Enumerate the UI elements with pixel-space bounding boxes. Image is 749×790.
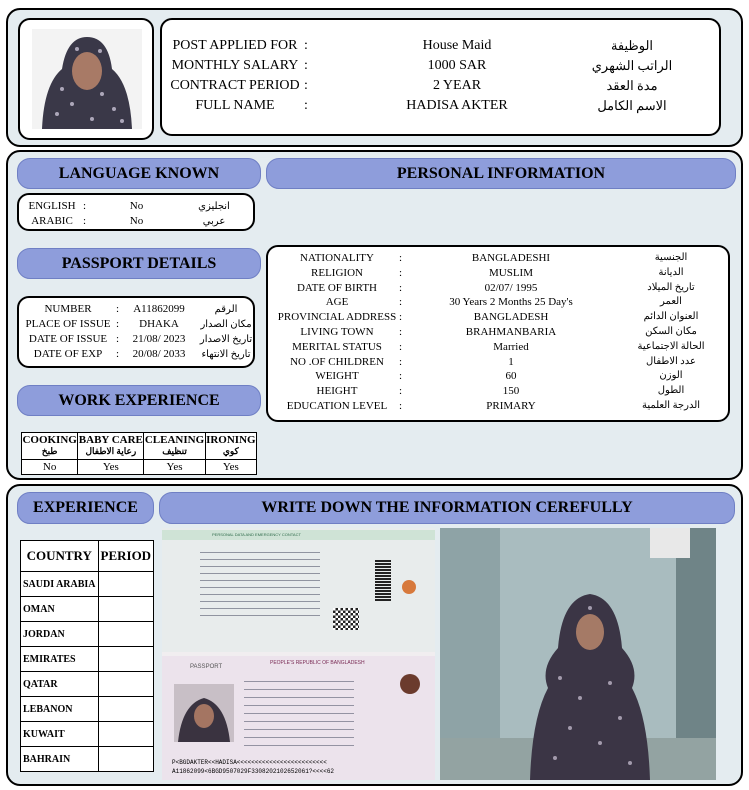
personal-arabic-label: عدد الاطفال: [646, 355, 696, 367]
personal-value: BRAHMANBARIA: [465, 326, 557, 338]
personal-label: LIVING TOWN: [300, 326, 374, 338]
header-separator: :: [304, 98, 308, 113]
country-row: [21, 647, 154, 672]
personal-arabic-label: الديانة: [658, 266, 684, 278]
personal-label: HEIGHT: [316, 385, 358, 398]
country-row: [21, 572, 154, 597]
experience-panel: [6, 484, 743, 786]
passport-label: DATE OF EXP: [33, 348, 103, 360]
country-name: OMAN: [21, 597, 99, 622]
work-skill-ar: كوي: [222, 446, 239, 456]
country-name: LEBANON: [21, 697, 99, 722]
language-arabic-label: انجليزي: [198, 201, 230, 212]
passport-label: NUMBER: [44, 303, 92, 315]
work-skill-en: COOKING: [22, 434, 77, 446]
work-skill-en: CLEANING: [144, 434, 205, 446]
passport-row: [19, 347, 253, 362]
passport-emblem-icon: [400, 674, 420, 694]
country-row: [21, 722, 154, 747]
personal-separator: :: [399, 385, 403, 398]
personal-row: [268, 399, 728, 414]
passport-arabic-label: تاريخ الاصدار: [199, 334, 253, 345]
personal-row: [268, 266, 728, 281]
work-skill-ar: طبخ: [41, 446, 58, 456]
country-period: [98, 697, 154, 722]
passport-header-strip: PERSONAL DATA AND EMERGENCY CONTACT: [162, 530, 435, 540]
header-label: POST APPLIED FOR: [172, 38, 298, 53]
work-skill-en: BABY CARE: [78, 434, 143, 446]
period-column-header: PERIOD: [98, 541, 154, 572]
header-arabic-label: مدة العقد: [606, 78, 658, 93]
passport-country-line: PEOPLE'S REPUBLIC OF BANGLADESH: [270, 660, 365, 666]
personal-separator: :: [399, 311, 403, 324]
passport-text-block: [200, 548, 320, 618]
header-value: 2 YEAR: [432, 78, 482, 93]
personal-arabic-label: العمر: [660, 296, 682, 308]
header-row: [162, 76, 719, 96]
work-skill-ar: تنظيف: [162, 446, 187, 456]
country-row: [21, 697, 154, 722]
personal-row: [268, 325, 728, 340]
personal-row: [268, 295, 728, 310]
passport-separator: :: [116, 318, 120, 330]
passport-value: DHAKA: [139, 318, 179, 330]
personal-separator: :: [399, 296, 403, 309]
personal-separator: :: [399, 326, 403, 338]
language-known-heading: LANGUAGE KNOWN: [17, 158, 261, 189]
personal-arabic-label: الطول: [657, 385, 685, 397]
language-label: ARABIC: [31, 215, 73, 227]
header-label: MONTHLY SALARY: [171, 58, 299, 73]
country-name: EMIRATES: [21, 647, 99, 672]
personal-label: RELIGION: [311, 266, 363, 279]
personal-label: WEIGHT: [315, 370, 359, 383]
header-value: 1000 SAR: [427, 58, 487, 73]
personal-value: Married: [493, 340, 529, 353]
experience-country-table: [20, 540, 154, 772]
language-row: [19, 199, 253, 214]
write-down-heading: WRITE DOWN THE INFORMATION CEREFULLY: [159, 492, 735, 524]
personal-label: EDUCATION LEVEL: [286, 400, 388, 412]
details-panel: [6, 150, 743, 480]
personal-separator: :: [399, 266, 403, 279]
work-skill-header: [22, 433, 78, 460]
work-skill-value: Yes: [78, 460, 144, 475]
personal-label: AGE: [325, 296, 349, 309]
barcode-icon: [375, 560, 391, 602]
country-row: [21, 622, 154, 647]
passport-bio-text: [244, 676, 354, 746]
personal-info-box: [266, 245, 730, 422]
personal-value: 30 Years 2 Months 25 Day's: [449, 296, 573, 309]
header-separator: :: [304, 58, 308, 73]
language-row: [19, 214, 253, 229]
country-name: KUWAIT: [21, 722, 99, 747]
passport-data-page: [162, 528, 435, 652]
passport-row: [19, 332, 253, 347]
passport-scan-image: [162, 528, 435, 780]
country-period: [98, 722, 154, 747]
passport-row: [19, 317, 253, 332]
personal-value: 150: [502, 385, 520, 398]
country-row: [21, 672, 154, 697]
work-skill-header: [205, 433, 256, 460]
passport-label: PLACE OF ISSUE: [25, 318, 111, 330]
personal-label: NATIONALITY: [300, 252, 374, 264]
country-name: QATAR: [21, 672, 99, 697]
passport-arabic-label: الرقم: [214, 304, 238, 315]
personal-row: [268, 369, 728, 384]
work-skill-header: [78, 433, 144, 460]
personal-arabic-label: الحالة الاجتماعية: [637, 340, 705, 352]
applicant-portrait-photo: [32, 29, 142, 129]
header-value: House Maid: [422, 38, 492, 53]
personal-label: MERITAL STATUS: [292, 340, 382, 353]
passport-box: [17, 296, 255, 368]
personal-separator: :: [399, 281, 403, 294]
header-row: [162, 56, 719, 76]
personal-arabic-label: تاريخ الميلاد: [647, 281, 695, 293]
header-row: [162, 36, 719, 56]
personal-value: PRIMARY: [486, 400, 536, 412]
work-skill-en: IRONING: [206, 434, 256, 446]
header-arabic-label: الاسم الكامل: [597, 98, 667, 113]
work-skill-header: [144, 433, 205, 460]
personal-row: [268, 281, 728, 296]
language-separator: :: [83, 215, 87, 227]
personal-row: [268, 384, 728, 399]
header-panel: [6, 8, 743, 147]
work-skill-value: No: [22, 460, 78, 475]
work-skill-value: Yes: [144, 460, 205, 475]
country-period: [98, 647, 154, 672]
personal-arabic-label: الدرجة العلمية: [641, 400, 701, 411]
personal-row: [268, 340, 728, 355]
language-value: No: [129, 200, 144, 212]
country-period: [98, 672, 154, 697]
language-arabic-label: عربي: [202, 216, 226, 227]
country-period: [98, 572, 154, 597]
language-separator: :: [83, 200, 87, 212]
work-experience-table: [21, 432, 257, 475]
personal-arabic-label: الوزن: [659, 370, 683, 382]
experience-heading: EXPERIENCE: [17, 492, 154, 524]
passport-arabic-label: مكان الصدار: [200, 319, 252, 330]
personal-information-heading: PERSONAL INFORMATION: [266, 158, 736, 189]
personal-row: [268, 251, 728, 266]
personal-arabic-label: العنوان الدائم: [643, 311, 699, 323]
country-column-header: COUNTRY: [21, 541, 99, 572]
personal-separator: :: [399, 400, 403, 412]
country-name: BAHRAIN: [21, 747, 99, 772]
language-value: No: [129, 215, 144, 227]
work-skill-ar: رعاية الاطفال: [85, 446, 137, 456]
country-period: [98, 747, 154, 772]
passport-value: A11862099: [133, 303, 185, 315]
post-info-box: [160, 18, 721, 136]
passport-separator: :: [116, 333, 120, 345]
personal-value: 60: [505, 370, 517, 383]
header-arabic-label: الوظيفة: [610, 38, 654, 53]
qr-code-icon: [333, 608, 359, 630]
personal-value: MUSLIM: [488, 266, 533, 279]
passport-label: DATE OF ISSUE: [28, 333, 108, 345]
personal-label: PROVINCIAL ADDRESS: [277, 311, 397, 324]
passport-value: 20/08/ 2033: [132, 348, 186, 360]
passport-bio-page: [162, 656, 435, 780]
personal-value: BANGLADESH: [473, 311, 549, 324]
personal-value: 02/07/ 1995: [484, 281, 538, 294]
passport-arabic-label: تاريخ الانتهاء: [201, 349, 251, 360]
passport-row: [19, 302, 253, 317]
language-label: ENGLISH: [28, 200, 76, 212]
personal-value: 1: [508, 355, 514, 368]
passport-word: PASSPORT: [190, 664, 223, 670]
photo-frame: [18, 18, 154, 140]
personal-separator: :: [399, 355, 403, 368]
personal-row: [268, 310, 728, 325]
header-arabic-label: الراتب الشهري: [591, 58, 673, 73]
country-row: [21, 597, 154, 622]
seal-icon: [402, 580, 416, 594]
passport-holder-photo: [174, 684, 234, 742]
country-name: JORDAN: [21, 622, 99, 647]
country-name: SAUDI ARABIA: [21, 572, 99, 597]
language-box: [17, 193, 255, 231]
personal-separator: :: [399, 340, 403, 353]
personal-value: BANGLADESHI: [471, 252, 551, 264]
header-label: CONTRACT PERIOD: [170, 78, 300, 93]
passport-mrz-line-2: A11862099<6BGD9507029F3308202102652061?<<<<62: [172, 768, 335, 775]
full-body-photo: [440, 528, 716, 780]
work-experience-heading: WORK EXPERIENCE: [17, 385, 261, 416]
personal-separator: :: [399, 252, 403, 264]
passport-value: 21/08/ 2023: [132, 333, 186, 345]
header-row: [162, 96, 719, 116]
country-period: [98, 622, 154, 647]
country-period: [98, 597, 154, 622]
work-skill-value: Yes: [205, 460, 256, 475]
passport-separator: :: [116, 348, 120, 360]
header-separator: :: [304, 38, 308, 53]
header-separator: :: [304, 78, 308, 93]
personal-separator: :: [399, 370, 403, 383]
passport-details-heading: PASSPORT DETAILS: [17, 248, 261, 279]
header-value: HADISA AKTER: [406, 98, 508, 113]
personal-arabic-label: الجنسية: [654, 252, 688, 263]
country-row: [21, 747, 154, 772]
personal-label: DATE OF BIRTH: [296, 281, 377, 294]
passport-mrz-line-1: P<BGDAKTER<<HADISA<<<<<<<<<<<<<<<<<<<<<<<<<: [172, 759, 327, 766]
header-label: FULL NAME: [195, 98, 275, 113]
personal-arabic-label: مكان السكن: [645, 326, 697, 337]
passport-separator: :: [116, 303, 120, 315]
personal-label: NO .OF CHILDREN: [290, 355, 384, 368]
personal-row: [268, 355, 728, 370]
